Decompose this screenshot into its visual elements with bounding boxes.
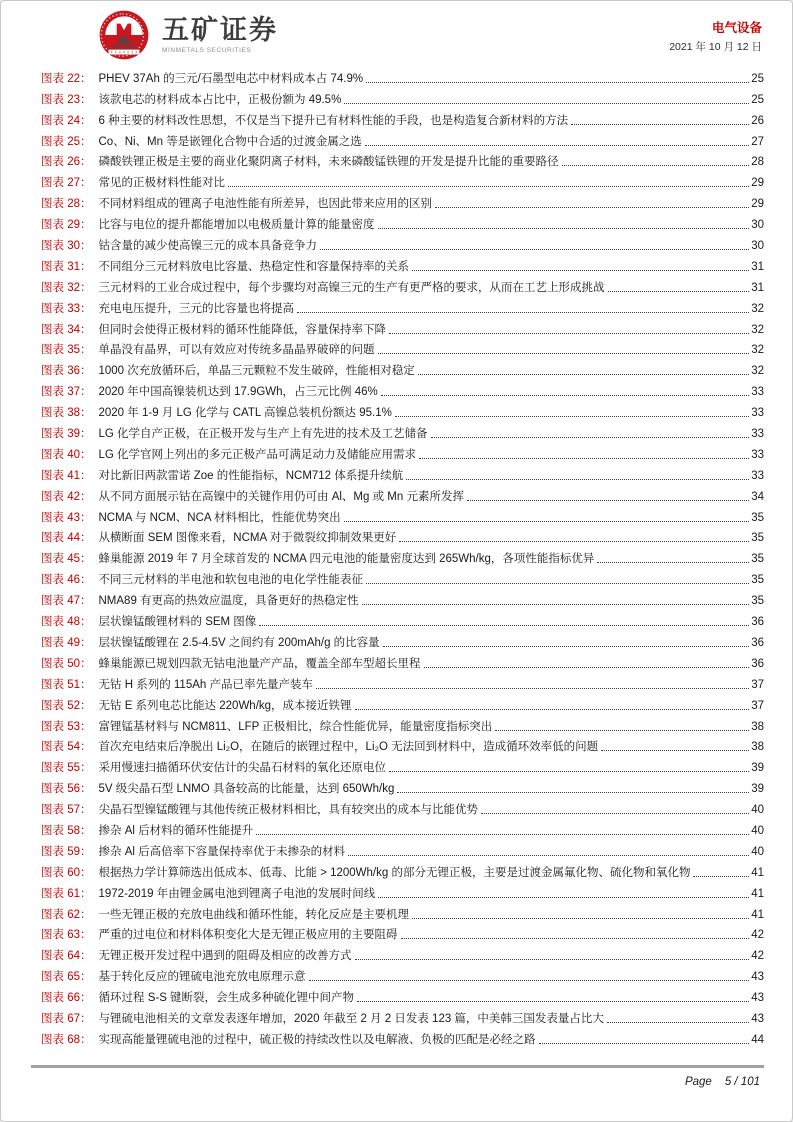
- figure-page-number: 29: [751, 198, 764, 211]
- figure-label: 图表 37：: [41, 386, 92, 399]
- brand-name-en: MINMETALS SECURITIES: [162, 47, 252, 55]
- figure-title: 层状镍锰酸锂在 2.5-4.5V 之间约有 200mAh/g 的比容量: [98, 636, 380, 649]
- figure-page-number: 39: [751, 762, 764, 775]
- figure-label: 图表 39：: [41, 428, 92, 441]
- figure-toc-entry[interactable]: [41, 610, 764, 631]
- figure-title: 掺杂 Al 后高倍率下容量保持率优于未掺杂的材料: [98, 845, 346, 858]
- figure-title: 富锂锰基材料与 NCM811、LFP 正极相比，综合性能优异，能量密度指标突出: [98, 720, 493, 733]
- figure-title: LG 化学自产正极，在正极开发与生产上有先进的技术及工艺储备: [98, 428, 428, 441]
- figure-label: 图表 23：: [41, 93, 92, 106]
- figure-page-number: 37: [751, 699, 764, 712]
- figure-label: 图表 62：: [41, 908, 92, 921]
- figure-toc-entry[interactable]: [41, 67, 764, 88]
- figure-title: 单晶没有晶界，可以有效应对传统多晶晶界破碎的问题: [98, 344, 375, 357]
- dotted-leader: [406, 479, 749, 480]
- dotted-leader: [355, 709, 750, 710]
- figure-toc-entry[interactable]: [41, 1028, 764, 1049]
- figure-title: 首次充电结束后净脱出 Li₂O，在随后的嵌锂过程中，Li₂O 无法回到材料中，造成循环效率低的问题: [98, 741, 599, 754]
- figure-label: 图表 67：: [41, 1012, 92, 1025]
- figure-title: 与锂硫电池相关的文章发表逐年增加，2020 年截至 2 月 2 日发表 123 篇，中美韩三国发表量占比大: [98, 1012, 604, 1025]
- figure-title: 2020 年 1-9 月 LG 化学与 CATL 高镍总装机份额达 95.1%: [98, 407, 392, 420]
- dotted-leader: [366, 583, 749, 584]
- figure-label: 图表 44：: [41, 532, 92, 545]
- figure-label: 图表 61：: [41, 887, 92, 900]
- figure-toc-entry[interactable]: [41, 903, 764, 924]
- figure-title: 实现高能量锂硫电池的过程中，硫正极的持续改性以及电解液、负极的匹配是必经之路: [98, 1033, 536, 1046]
- figure-toc-entry[interactable]: [41, 715, 764, 736]
- minmetals-seal-logo-icon: [98, 9, 150, 61]
- figure-title: 尖晶石型镍锰酸锂与其他传统正极材料相比，具有较突出的成本与比能优势: [98, 804, 478, 817]
- figure-page-number: 43: [751, 971, 764, 984]
- dotted-leader: [348, 855, 749, 856]
- figure-title: 6 种主要的材料改性思想，不仅是当下提升已有材料性能的手段，也是构造复合新材料的方法: [98, 114, 569, 127]
- figure-toc-entry[interactable]: [41, 965, 764, 986]
- figure-page-number: 30: [751, 240, 764, 253]
- figure-page-number: 31: [751, 260, 764, 273]
- figure-page-number: 33: [751, 469, 764, 482]
- dotted-leader: [357, 1001, 749, 1002]
- figure-title: 从不同方面展示钴在高镍中的关键作用仍可由 Al、Mg 或 Mn 元素所发挥: [98, 490, 464, 503]
- figure-toc-entry[interactable]: [41, 882, 764, 903]
- figure-label: 图表 35：: [41, 344, 92, 357]
- figure-label: 图表 41：: [41, 469, 92, 482]
- figure-toc-entry[interactable]: [41, 840, 764, 861]
- figure-toc-entry[interactable]: [41, 171, 764, 192]
- figure-title: 掺杂 Al 后材料的循环性能提升: [98, 824, 254, 837]
- figure-toc-entry[interactable]: [41, 944, 764, 965]
- dotted-leader: [424, 667, 750, 668]
- figure-label: 图表 49：: [41, 636, 92, 649]
- figure-title: 蜂巢能源已规划四款无钴电池量产产品，覆盖全部车型超长里程: [98, 657, 421, 670]
- figure-page-number: 32: [751, 365, 764, 378]
- figure-page-number: 26: [751, 114, 764, 127]
- figure-label: 图表 43：: [41, 511, 92, 524]
- figure-toc-entry[interactable]: [41, 986, 764, 1007]
- figure-label: 图表 65：: [41, 971, 92, 984]
- figure-title: 基于转化反应的锂硫电池充放电原理示意: [98, 971, 306, 984]
- figure-label: 图表 63：: [41, 929, 92, 942]
- figure-title: 层状镍锰酸锂材料的 SEM 图像: [98, 616, 257, 629]
- figure-page-number: 35: [751, 532, 764, 545]
- figure-label: 图表 56：: [41, 783, 92, 796]
- figure-title: 三元材料的工业合成过程中，每个步骤均对高镍三元的生产有更严格的要求，从而在工艺上形成挑战: [98, 281, 605, 294]
- page-number: 5 / 101: [724, 1076, 760, 1088]
- figure-label: 图表 25：: [41, 135, 92, 148]
- dotted-leader: [412, 270, 749, 271]
- figure-toc-entry[interactable]: [41, 652, 764, 673]
- dotted-leader: [608, 291, 750, 292]
- dotted-leader: [378, 228, 750, 229]
- figure-label: 图表 57：: [41, 804, 92, 817]
- figure-page-number: 33: [751, 386, 764, 399]
- figure-toc-entry[interactable]: [41, 1007, 764, 1028]
- dotted-leader: [366, 82, 749, 83]
- figure-toc-entry[interactable]: [41, 151, 764, 172]
- figure-page-number: 41: [751, 908, 764, 921]
- page-indicator: [685, 1076, 760, 1088]
- figure-page-number: 40: [751, 804, 764, 817]
- figure-label: 图表 50：: [41, 657, 92, 670]
- figure-page-number: 43: [751, 1012, 764, 1025]
- figure-label: 图表 31：: [41, 260, 92, 273]
- figure-page-number: 35: [751, 595, 764, 608]
- figure-toc-entry[interactable]: [41, 401, 764, 422]
- figure-label: 图表 27：: [41, 177, 92, 190]
- figure-title: 不同材料组成的锂离子电池性能有所差异，也因此带来应用的区别: [98, 198, 432, 211]
- footer-divider: [31, 1065, 764, 1068]
- dotted-leader: [607, 1022, 749, 1023]
- brand-text: [162, 16, 278, 55]
- figure-toc-entry[interactable]: [41, 777, 764, 798]
- dotted-leader: [389, 771, 749, 772]
- figure-toc-entry[interactable]: [41, 736, 764, 757]
- dotted-leader: [397, 792, 749, 793]
- figure-title: 从横断面 SEM 图像来看，NCMA 对于微裂纹抑制效果更好: [98, 532, 397, 545]
- figure-page-number: 42: [751, 929, 764, 942]
- figure-page-number: 35: [751, 574, 764, 587]
- dotted-leader: [418, 374, 749, 375]
- dotted-leader: [320, 249, 749, 250]
- figure-toc-entry[interactable]: [41, 339, 764, 360]
- report-date: 2021 年 10 月 12 日: [669, 40, 762, 53]
- figure-toc-entry[interactable]: [41, 673, 764, 694]
- figure-title: NMA89 有更高的热效应温度，具备更好的热稳定性: [98, 595, 359, 608]
- figure-label: 图表 48：: [41, 616, 92, 629]
- figure-title: 无钴 E 系列电芯比能达 220Wh/kg，成本接近铁锂: [98, 699, 352, 712]
- figure-page-number: 40: [751, 845, 764, 858]
- figure-label: 图表 45：: [41, 553, 92, 566]
- brand: [98, 9, 278, 61]
- figure-index-list: [41, 67, 764, 1049]
- page-label: Page: [684, 1076, 712, 1088]
- figure-label: 图表 59：: [41, 845, 92, 858]
- dotted-leader: [431, 437, 750, 438]
- figure-toc-entry[interactable]: [41, 380, 764, 401]
- figure-toc-entry[interactable]: [41, 109, 764, 130]
- figure-page-number: 41: [751, 887, 764, 900]
- figure-label: 图表 54：: [41, 741, 92, 754]
- figure-toc-entry[interactable]: [41, 819, 764, 840]
- header-meta: [669, 9, 762, 61]
- dotted-leader: [378, 897, 749, 898]
- figure-page-number: 33: [751, 428, 764, 441]
- figure-label: 图表 30：: [41, 240, 92, 253]
- figure-toc-entry[interactable]: [41, 694, 764, 715]
- figure-title: 钴含量的减少使高镍三元的成本具备竞争力: [98, 240, 317, 253]
- dotted-leader: [297, 312, 749, 313]
- figure-toc-entry[interactable]: [41, 192, 764, 213]
- dotted-leader: [309, 980, 750, 981]
- figure-page-number: 32: [751, 323, 764, 336]
- figure-label: 图表 33：: [41, 302, 92, 315]
- figure-toc-entry[interactable]: [41, 527, 764, 548]
- figure-label: 图表 47：: [41, 595, 92, 608]
- figure-title: 无钴 H 系列的 115Ah 产品已率先量产装车: [98, 678, 313, 691]
- figure-title: 磷酸铁锂正极是主要的商业化聚阴离子材料，未来磷酸锰铁锂的开发是提升比能的重要路径: [98, 156, 559, 169]
- figure-page-number: 43: [751, 992, 764, 1005]
- figure-title: 常见的正极材料性能对比: [98, 177, 225, 190]
- figure-page-number: 36: [751, 657, 764, 670]
- figure-title: 不同组分三元材料放电比容量、热稳定性和容量保持率的关系: [98, 260, 409, 273]
- dotted-leader: [419, 458, 749, 459]
- figure-label: 图表 64：: [41, 950, 92, 963]
- figure-toc-entry[interactable]: [41, 443, 764, 464]
- dotted-leader: [412, 918, 749, 919]
- figure-label: 图表 66：: [41, 992, 92, 1005]
- figure-toc-entry[interactable]: [41, 276, 764, 297]
- figure-title: 1000 次充放循环后，单晶三元颗粒不发生破碎，性能相对稳定: [98, 365, 415, 378]
- figure-label: 图表 68：: [41, 1033, 92, 1046]
- figure-page-number: 38: [751, 720, 764, 733]
- figure-label: 图表 29：: [41, 219, 92, 232]
- dotted-leader: [344, 521, 750, 522]
- figure-title: 无锂正极开发过程中遇到的阻碍及相应的改善方式: [98, 950, 352, 963]
- dotted-leader: [435, 207, 749, 208]
- figure-label: 图表 52：: [41, 699, 92, 712]
- dotted-leader: [399, 541, 749, 542]
- figure-page-number: 27: [751, 135, 764, 148]
- dotted-leader: [495, 730, 749, 731]
- figure-title: 1972-2019 年由锂金属电池到锂离子电池的发展时间线: [98, 887, 376, 900]
- figure-page-number: 33: [751, 448, 764, 461]
- figure-title: Co、Ni、Mn 等是嵌锂化合物中合适的过渡金属之选: [98, 135, 362, 148]
- dotted-leader: [467, 500, 749, 501]
- figure-page-number: 29: [751, 177, 764, 190]
- figure-page-number: 28: [751, 156, 764, 169]
- dotted-leader: [601, 750, 749, 751]
- dotted-leader: [562, 165, 750, 166]
- figure-title: 循环过程 S-S 键断裂，会生成多种硫化锂中间产物: [98, 992, 355, 1005]
- figure-title: 采用慢速扫描循环伏安估计的尖晶石材料的氧化还原电位: [98, 762, 386, 775]
- figure-toc-entry[interactable]: [41, 798, 764, 819]
- figure-toc-entry[interactable]: [41, 422, 764, 443]
- figure-label: 图表 60：: [41, 866, 92, 879]
- dotted-leader: [344, 103, 749, 104]
- dotted-leader: [539, 1043, 750, 1044]
- figure-page-number: 38: [751, 741, 764, 754]
- figure-title: PHEV 37Ah 的三元/石墨型电芯中材料成本占 74.9%: [98, 72, 364, 85]
- figure-toc-entry[interactable]: [41, 924, 764, 945]
- figure-label: 图表 36：: [41, 365, 92, 378]
- figure-label: 图表 55：: [41, 762, 92, 775]
- figure-page-number: 31: [751, 281, 764, 294]
- figure-page-number: 32: [751, 302, 764, 315]
- dotted-leader: [693, 876, 749, 877]
- figure-toc-entry[interactable]: [41, 255, 764, 276]
- figure-page-number: 39: [751, 783, 764, 796]
- figure-toc-entry[interactable]: [41, 631, 764, 652]
- figure-label: 图表 38：: [41, 407, 92, 420]
- figure-title: 严重的过电位和材料体积变化大是无锂正极应用的主要阻碍: [98, 929, 398, 942]
- figure-label: 图表 51：: [41, 678, 92, 691]
- figure-page-number: 30: [751, 219, 764, 232]
- dotted-leader: [389, 333, 749, 334]
- figure-toc-entry[interactable]: [41, 318, 764, 339]
- figure-label: 图表 46：: [41, 574, 92, 587]
- figure-page-number: 40: [751, 824, 764, 837]
- figure-page-number: 36: [751, 616, 764, 629]
- figure-page-number: 33: [751, 407, 764, 420]
- figure-page-number: 42: [751, 950, 764, 963]
- figure-label: 图表 40：: [41, 448, 92, 461]
- dotted-leader: [365, 145, 749, 146]
- figure-title: 充电电压提升，三元的比容量也将提高: [98, 302, 294, 315]
- figure-toc-entry[interactable]: [41, 213, 764, 234]
- figure-toc-entry[interactable]: [41, 589, 764, 610]
- dotted-leader: [355, 959, 750, 960]
- industry-category: 电气设备: [711, 21, 762, 35]
- figure-label: 图表 53：: [41, 720, 92, 733]
- figure-toc-entry[interactable]: [41, 88, 764, 109]
- figure-title: NCMA 与 NCM、NCA 材料相比，性能优势突出: [98, 511, 341, 524]
- dotted-leader: [481, 813, 749, 814]
- figure-toc-entry[interactable]: [41, 130, 764, 151]
- dotted-leader: [259, 625, 749, 626]
- dotted-leader: [256, 834, 749, 835]
- figure-title: 但同时会使得正极材料的循环性能降低，容量保持率下降: [98, 323, 386, 336]
- figure-label: 图表 32：: [41, 281, 92, 294]
- dotted-leader: [316, 688, 749, 689]
- dotted-leader: [383, 646, 750, 647]
- dotted-leader: [571, 124, 749, 125]
- figure-page-number: 35: [751, 511, 764, 524]
- dotted-leader: [597, 562, 749, 563]
- figure-title: 该款电芯的材料成本占比中，正极份额为 49.5%: [98, 93, 342, 106]
- figure-label: 图表 22：: [41, 72, 92, 85]
- figure-toc-entry[interactable]: [41, 756, 764, 777]
- figure-page-number: 25: [751, 93, 764, 106]
- figure-title: 5V 级尖晶石型 LNMO 具备较高的比能量，达到 650Wh/kg: [98, 783, 395, 796]
- brand-name-cn: 五矿证券: [162, 14, 278, 45]
- figure-toc-entry[interactable]: [41, 506, 764, 527]
- dotted-leader: [401, 938, 750, 939]
- figure-page-number: 32: [751, 344, 764, 357]
- figure-toc-entry[interactable]: [41, 861, 764, 882]
- figure-title: LG 化学官网上列出的多元正极产品可满足动力及储能应用需求: [98, 448, 417, 461]
- figure-toc-entry[interactable]: [41, 234, 764, 255]
- dotted-leader: [381, 395, 749, 396]
- figure-page-number: 44: [751, 1033, 764, 1046]
- figure-title: 不同三元材料的半电池和软包电池的电化学性能表征: [98, 574, 363, 587]
- figure-label: 图表 58：: [41, 824, 92, 837]
- dotted-leader: [228, 186, 749, 187]
- figure-label: 图表 26：: [41, 156, 92, 169]
- figure-title: 对比新旧两款雷诺 Zoe 的性能指标，NCM712 体系提升续航: [98, 469, 404, 482]
- figure-toc-entry[interactable]: [41, 297, 764, 318]
- figure-title: 2020 年中国高镍装机达到 17.9GWh，占三元比例 46%: [98, 386, 378, 399]
- figure-page-number: 37: [751, 678, 764, 691]
- figure-label: 图表 28：: [41, 198, 92, 211]
- dotted-leader: [362, 604, 750, 605]
- figure-toc-entry[interactable]: [41, 359, 764, 380]
- figure-title: 根据热力学计算筛选出低成本、低毒、比能 > 1200Wh/kg 的部分无锂正极，主要是过渡金属氟化物、硫化物和氧化物: [98, 866, 691, 879]
- figure-page-number: 36: [751, 636, 764, 649]
- figure-title: 蜂巢能源 2019 年 7 月全球首发的 NCMA 四元电池的能量密度达到 265Wh/kg，各项性能指标优异: [98, 553, 595, 566]
- figure-toc-entry[interactable]: [41, 485, 764, 506]
- figure-label: 图表 24：: [41, 114, 92, 127]
- dotted-leader: [378, 353, 750, 354]
- figure-page-number: 41: [751, 866, 764, 879]
- figure-toc-entry[interactable]: [41, 568, 764, 589]
- figure-page-number: 25: [751, 72, 764, 85]
- figure-label: 图表 34：: [41, 323, 92, 336]
- dotted-leader: [395, 416, 749, 417]
- report-header: [98, 9, 762, 61]
- figure-title: 比容与电位的提升都能增加以电极质量计算的能量密度: [98, 219, 375, 232]
- figure-title: 一些无锂正极的充放电曲线和循环性能，转化反应是主要机理: [98, 908, 409, 921]
- figure-toc-entry[interactable]: [41, 464, 764, 485]
- figure-label: 图表 42：: [41, 490, 92, 503]
- figure-page-number: 34: [751, 490, 764, 503]
- figure-page-number: 35: [751, 553, 764, 566]
- figure-toc-entry[interactable]: [41, 547, 764, 568]
